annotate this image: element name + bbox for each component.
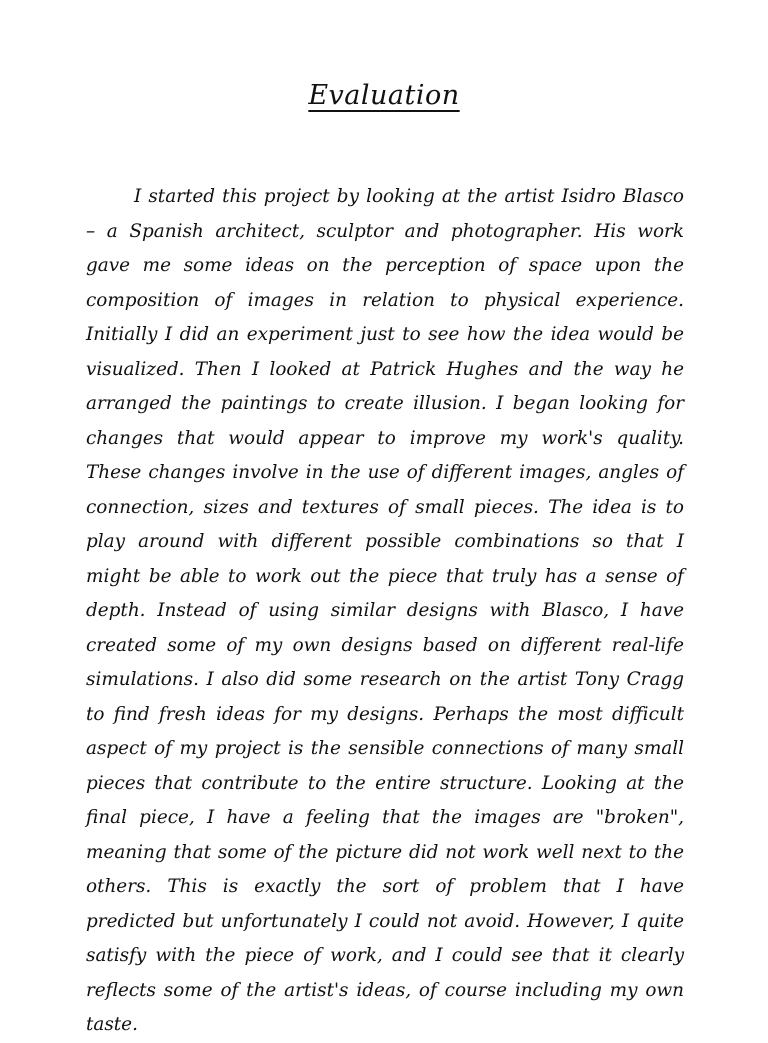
page-title-text: Evaluation xyxy=(308,80,460,111)
evaluation-paragraph: I started this project by looking at the artist Isidro Blasco – a Spanish architect, sculptor and photographer. His work gave me some ideas on the perception of space upon the composition of images in relation to physical experience. Initially I did an experiment just to see how the idea would be visualized. Then I looked at Patrick Hughes and the way he arranged the paintings to create illusion. I began looking for changes that would appear to improve my work's quality. These changes involve in the use of different images, angles of connection, sizes and textures of small pieces. The idea is to play around with different possible combinations so that I might be able to work out the piece that truly has a sense of depth. Instead of using similar designs with Blasco, I have created some of my own designs based on different real-life simulations. I also did some research on the artist Tony Cragg to find fresh ideas for my designs. Perhaps the most difficult aspect of my project is the sensible connections of many small pieces that contribute to the entire structure. Looking at the final piece, I have a feeling that the images are "broken", meaning that some of the picture did not work well next to the others. This is exactly the sort of problem that I have predicted but unfortunately I could not avoid. However, I quite satisfy with the piece of work, and I could see that it clearly reflects some of the artist's ideas, of course including my own taste. xyxy=(86,186,685,1035)
page-title xyxy=(0,76,768,116)
